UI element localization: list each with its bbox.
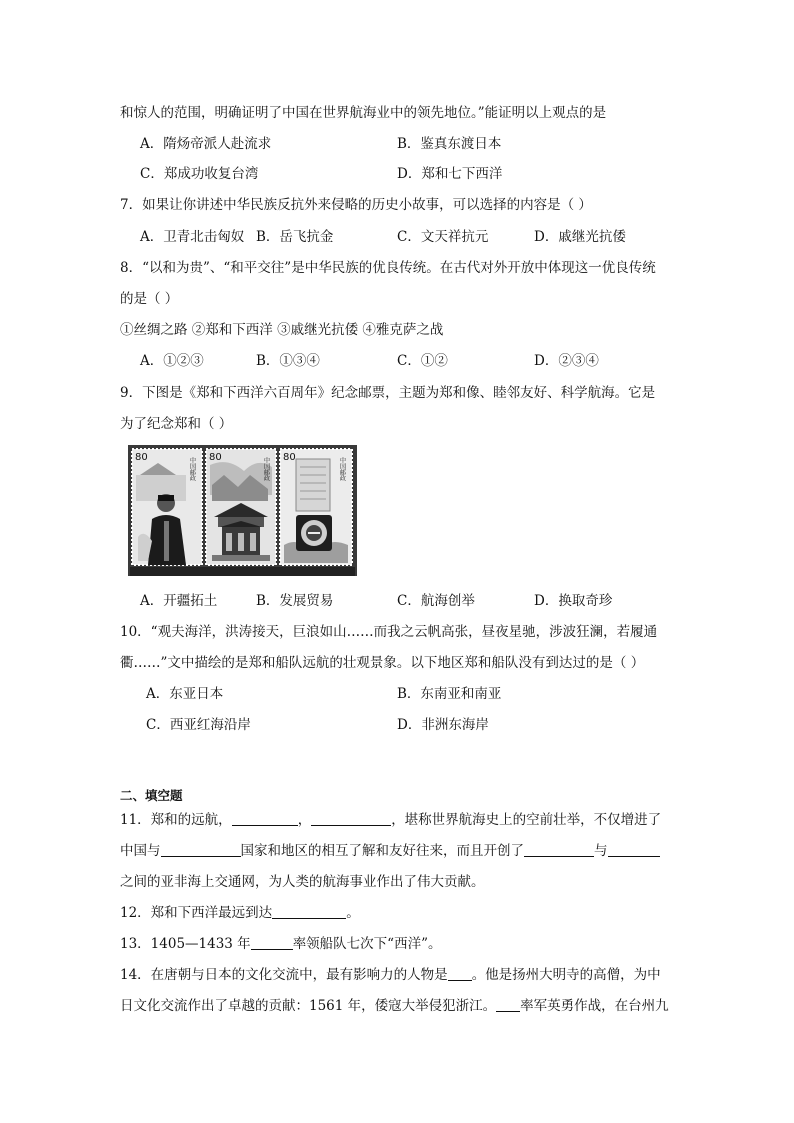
stamp2-denomination: 80 <box>209 452 222 463</box>
q12-text-a: 12．郑和下西洋最远到达 <box>120 905 273 921</box>
q6-option-a: A．隋炀帝派人赴流求 <box>140 136 272 152</box>
q12-text-b: 。 <box>346 905 360 921</box>
q8-stem-line2: 的是（ ） <box>120 291 179 307</box>
q10-option-c: C．西亚红海沿岸 <box>146 717 251 733</box>
q9-option-c: C．航海创举 <box>397 593 475 609</box>
stamp-friendly-neighbors <box>206 449 276 565</box>
section-fill-in-title: 二、填空题 <box>120 788 183 803</box>
q9-stem-line1: 9．下图是《郑和下西洋六百周年》纪念邮票，主题为郑和像、睦邻友好、科学航海。它是 <box>120 385 656 401</box>
q7-option-b: B．岳飞抗金 <box>256 229 334 245</box>
q14-blank-2[interactable] <box>496 997 520 1012</box>
q14-line2 <box>120 996 669 1016</box>
q6-option-c: C．郑成功收复台湾 <box>140 166 259 182</box>
q11-line3: 之间的亚非海上交通网，为人类的航海事业作出了伟大贡献。 <box>120 874 485 890</box>
q11-text-e: 国家和地区的相互了解和友好往来，而且开创了 <box>240 843 524 859</box>
q11-text-a: 11．郑和的远航， <box>120 812 232 828</box>
q10-stem-line1: 10．“观夫海洋，洪涛接天，巨浪如山……而我之云帆高张，昼夜星驰，涉波狂澜，若履通 <box>120 624 658 640</box>
q10-option-a: A．东亚日本 <box>146 686 224 702</box>
commemorative-stamps-image <box>128 445 357 576</box>
q11-blank-1[interactable] <box>232 811 298 826</box>
q12-blank[interactable] <box>272 904 346 919</box>
q13-blank[interactable] <box>251 935 293 950</box>
q12-line <box>120 903 360 923</box>
q11-text-b: ， <box>297 812 312 828</box>
q7-option-a: A．卫青北击匈奴 <box>140 229 245 245</box>
q14-text-a: 14．在唐朝与日本的文化交流中，最有影响力的人物是 <box>120 967 448 983</box>
q9-stem-line2: 为了纪念郑和（ ） <box>120 416 233 432</box>
q7-option-c: C．文天祥抗元 <box>397 229 489 245</box>
q11-text-f: 与 <box>594 843 608 859</box>
stamp-scientific-navigation <box>280 449 352 565</box>
q11-blank-3[interactable] <box>161 842 241 857</box>
q14-text-b: 。他是扬州大明寺的高僧，为中 <box>471 967 661 983</box>
q11-text-c: ，堪称世界航海史上的空前壮举，不仅增进了 <box>391 812 662 828</box>
q10-option-d: D．非洲东海岸 <box>397 717 489 733</box>
q6-option-d: D．郑和七下西洋 <box>397 166 503 182</box>
stamp1-country: 中国邮政 <box>188 457 196 481</box>
q8-option-a: A．①②③ <box>140 353 204 369</box>
q9-option-b: B．发展贸易 <box>256 593 334 609</box>
q10-stem-line2: 衢……”文中描绘的是郑和船队远航的壮观景象。以下地区郑和船队没有到达过的是（ ） <box>120 655 645 671</box>
q11-blank-5[interactable] <box>608 842 660 857</box>
q7-option-d: D．戚继光抗倭 <box>534 229 626 245</box>
q6-stem-tail: 和惊人的范围，明确证明了中国在世界航海业中的领先地位。”能证明以上观点的是 <box>120 105 607 121</box>
q13-line <box>120 934 442 954</box>
q9-option-d: D．换取奇珍 <box>534 593 613 609</box>
stamp3-country: 中国邮政 <box>338 457 346 481</box>
q13-text-b: 率领船队七次下“西洋”。 <box>292 936 442 952</box>
q14-text-d: 率军英勇作战，在台州九 <box>520 998 669 1014</box>
q9-option-a: A．开疆拓土 <box>140 593 218 609</box>
q14-line1 <box>120 965 661 985</box>
q8-option-b: B．①③④ <box>256 353 320 369</box>
q14-text-c: 日文化交流作出了卓越的贡献：1561 年，倭寇大举侵犯浙江。 <box>120 998 497 1014</box>
q6-option-b: B．鉴真东渡日本 <box>397 136 502 152</box>
q10-option-b: B．东南亚和南亚 <box>397 686 502 702</box>
q8-stem-line1: 8．“以和为贵”、“和平交往”是中华民族的优良传统。在古代对外开放中体现这一优良传统 <box>120 260 656 276</box>
stamp1-denomination: 80 <box>135 452 148 463</box>
q11-blank-2[interactable] <box>311 811 391 826</box>
q8-option-c: C．①② <box>397 353 448 369</box>
q7-stem: 7．如果让你讲述中华民族反抗外来侵略的历史小故事，可以选择的内容是（ ） <box>120 197 592 213</box>
stamp3-denomination: 80 <box>283 452 296 463</box>
q11-line1 <box>120 810 661 830</box>
q11-text-d: 中国与 <box>120 843 161 859</box>
q11-line2 <box>120 841 660 861</box>
q11-blank-4[interactable] <box>524 842 594 857</box>
q13-text-a: 13．1405—1433 年 <box>120 936 251 952</box>
stamp-zhenghe-portrait <box>132 449 202 565</box>
stamp2-country: 中国邮政 <box>262 457 270 481</box>
q8-option-d: D．②③④ <box>534 353 599 369</box>
q8-items: ①丝绸之路 ②郑和下西洋 ③戚继光抗倭 ④雅克萨之战 <box>120 322 444 338</box>
q14-blank-1[interactable] <box>448 966 472 981</box>
